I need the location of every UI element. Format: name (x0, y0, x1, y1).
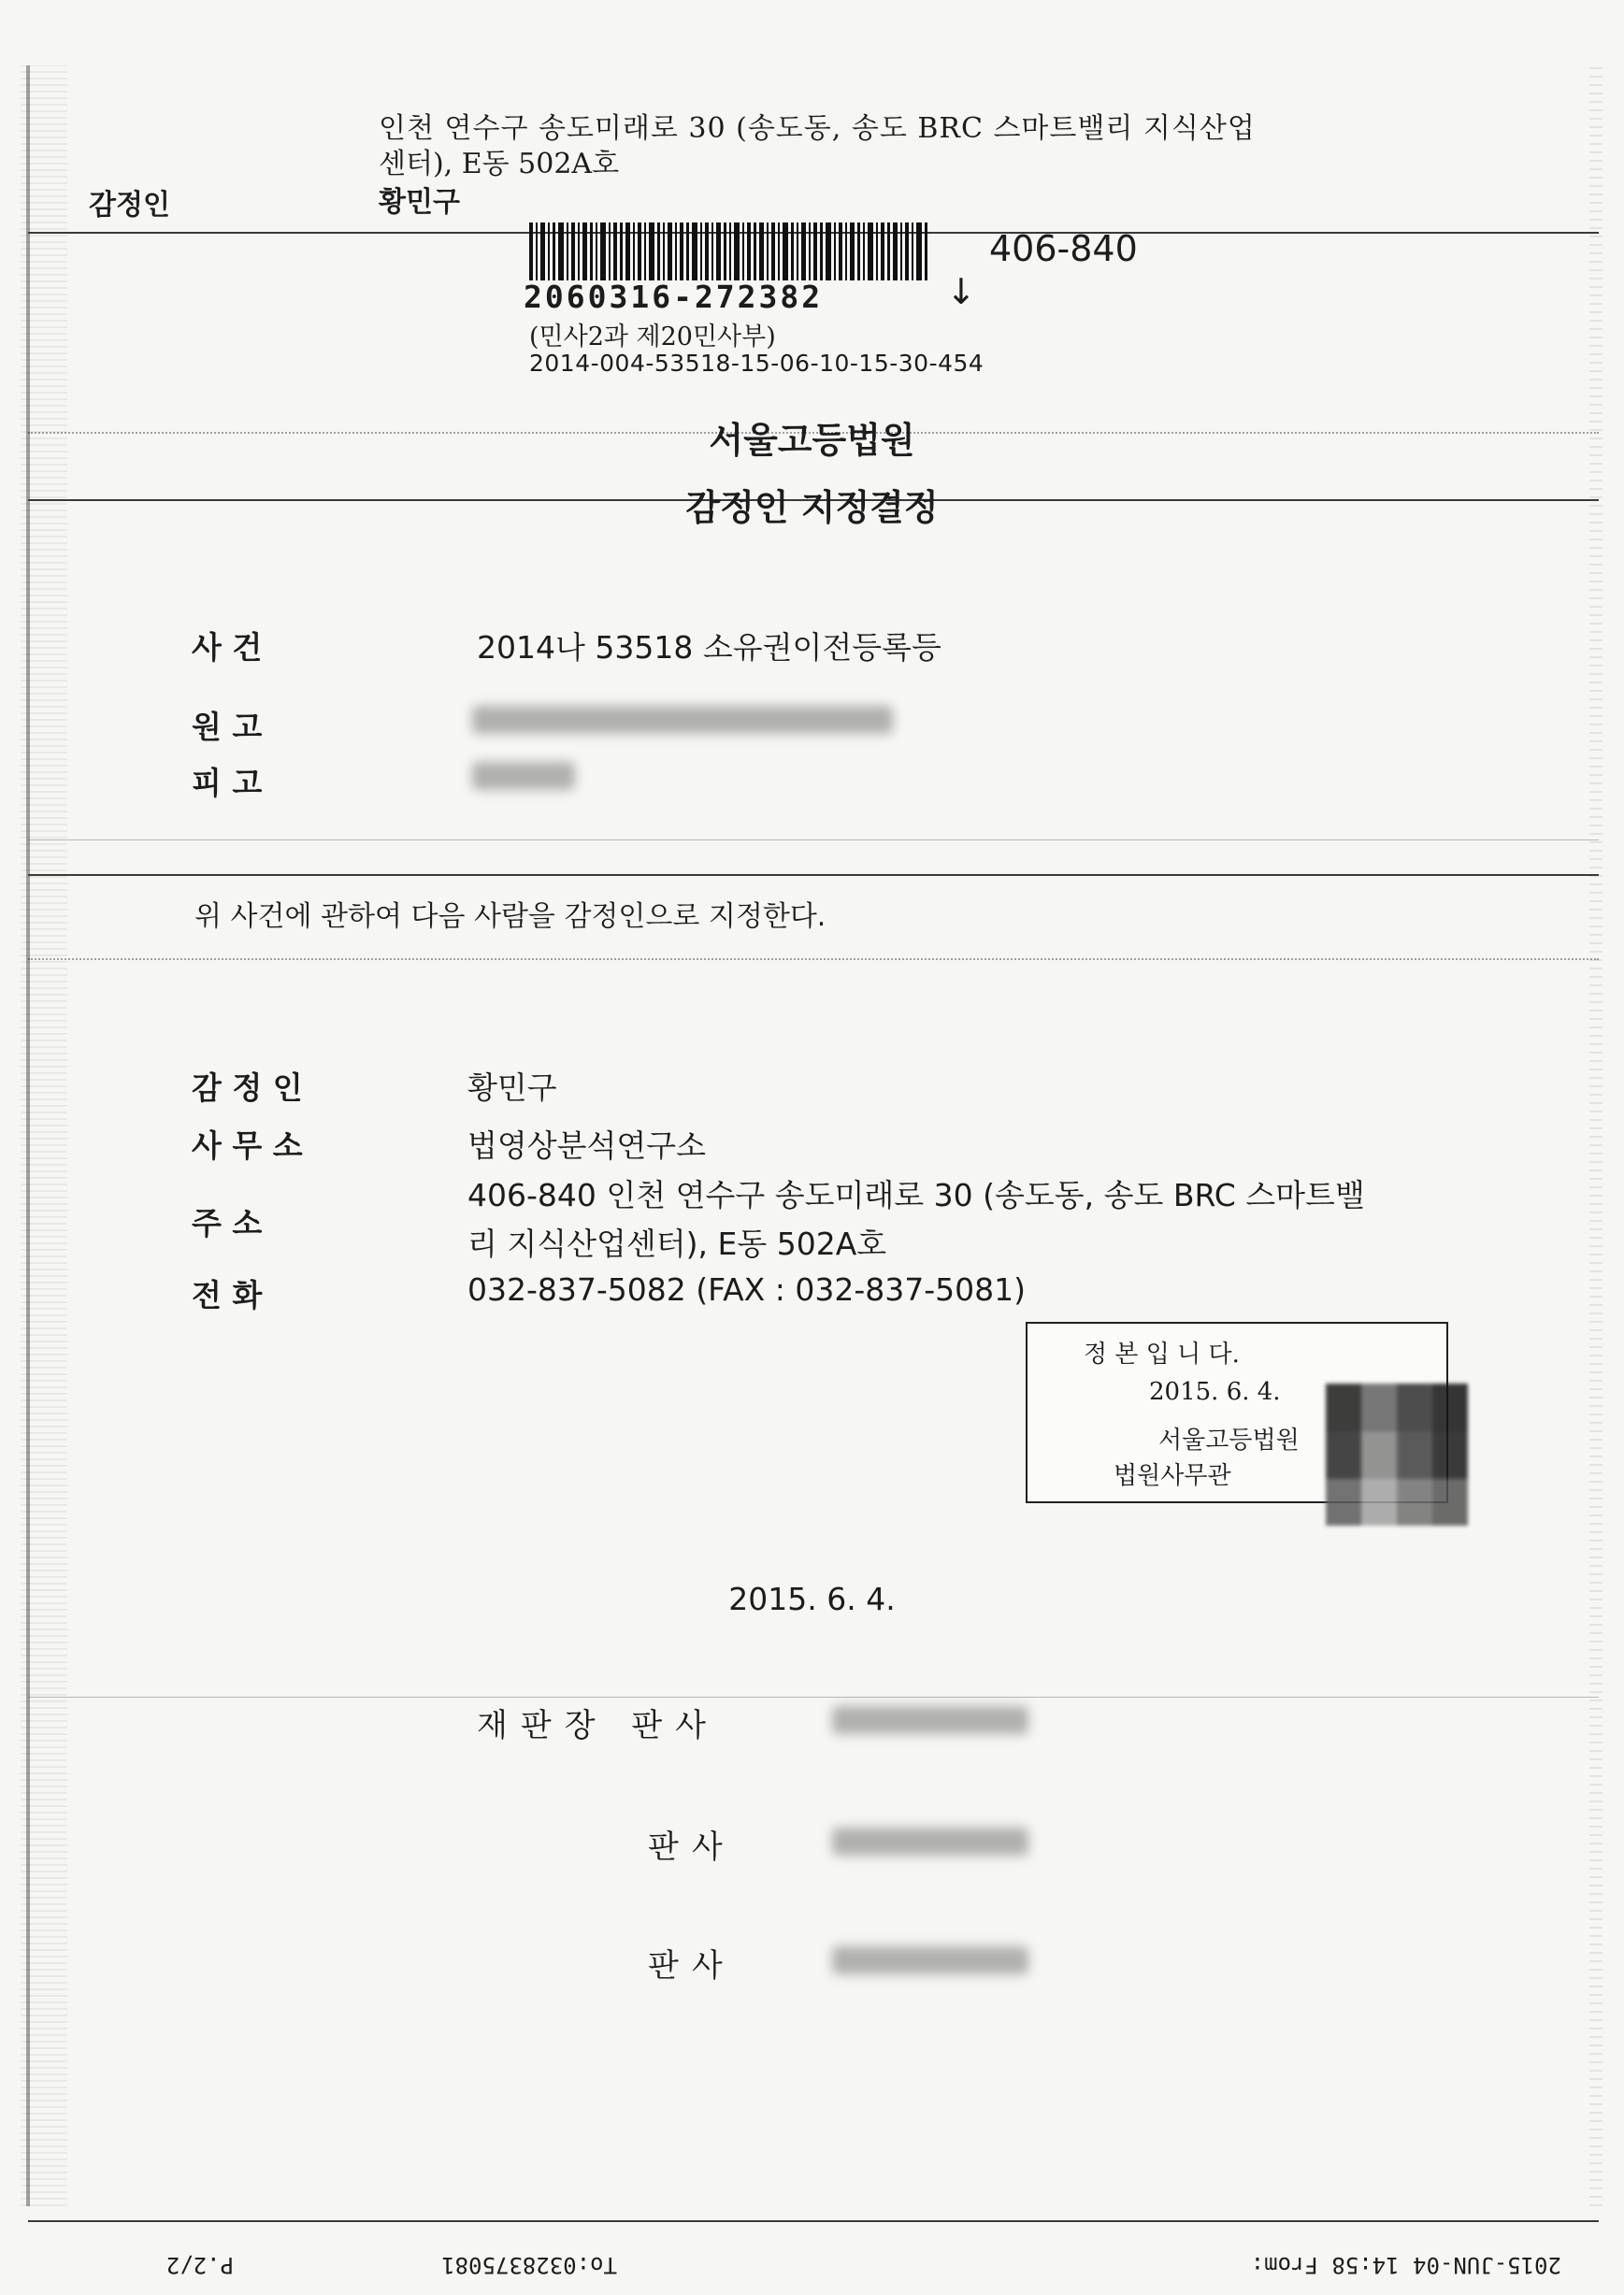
redacted-judge-1 (832, 1706, 1028, 1734)
court-name: 서울고등법원 (709, 420, 915, 461)
document-title: 감정인 지정결정 (685, 487, 939, 528)
address-line2: 리 지식산업센터), E동 502A호 (467, 1226, 887, 1262)
divider (28, 958, 1599, 960)
fax-footer (140, 2246, 1561, 2284)
divider (28, 2220, 1599, 2222)
barcode-number: 2060316-272382 (524, 279, 824, 315)
phone-label: 전 화 (192, 1277, 263, 1313)
scan-right-noise (1589, 65, 1602, 2206)
barcode (529, 222, 931, 280)
address-label: 주 소 (192, 1205, 263, 1241)
divider (28, 1697, 1599, 1698)
judge-3-label: 판사 (648, 1947, 736, 1985)
divider (28, 874, 1599, 876)
certified-copy-date: 2015. 6. 4. (1149, 1378, 1281, 1406)
header-address-line2: 센터), E동 502A호 (379, 148, 620, 180)
document-number: 2014-004-53518-15-06-10-15-30-454 (529, 350, 984, 377)
office-label: 사 무 소 (192, 1127, 303, 1164)
phone-value: 032-837-5082 (FAX : 032-837-5081) (467, 1271, 1027, 1308)
fax-page: P.2/2 (165, 2252, 234, 2278)
redacted-judge-3 (832, 1946, 1028, 1974)
redacted-defendant (472, 762, 575, 790)
case-value: 2014나 53518 소유권이전등록등 (477, 629, 941, 666)
department: (민사2과 제20민사부) (529, 323, 776, 351)
office-value: 법영상분석연구소 (467, 1127, 707, 1164)
fax-timestamp: 2015-JUN-04 14:58 From: (1250, 2252, 1561, 2278)
header-role-label: 감정인 (89, 189, 170, 222)
case-label: 사 건 (192, 629, 263, 666)
fax-to: To:0328375081 (441, 2252, 617, 2278)
decision-date: 2015. 6. 4. (728, 1581, 896, 1617)
appraiser-name: 황민구 (467, 1069, 557, 1106)
redacted-judge-2 (832, 1828, 1028, 1856)
divider (28, 839, 1599, 840)
appraiser-name-label: 감 정 인 (192, 1069, 303, 1106)
presiding-judge-label: 재판장 판사 (477, 1707, 720, 1744)
header-name: 황민구 (379, 186, 460, 219)
scan-edge-line (26, 65, 30, 2206)
certified-copy-text: 정 본 입 니 다. (1084, 1341, 1240, 1369)
seal-icon (1326, 1384, 1468, 1526)
certified-copy-court: 서울고등법원 (1158, 1427, 1300, 1455)
decision-statement: 위 사건에 관하여 다음 사람을 감정인으로 지정한다. (194, 900, 826, 933)
postal-code: 406-840 (989, 228, 1138, 269)
judge-2-label: 판사 (648, 1829, 736, 1866)
defendant-label: 피 고 (192, 765, 263, 801)
plaintiff-label: 원 고 (192, 709, 263, 745)
down-arrow-icon: ↓ (946, 271, 976, 312)
address-line1: 406-840 인천 연수구 송도미래로 30 (송도동, 송도 BRC 스마트밸 (467, 1177, 1365, 1213)
header-address-line1: 인천 연수구 송도미래로 30 (송도동, 송도 BRC 스마트밸리 지식산업 (379, 112, 1256, 145)
redacted-plaintiff (472, 706, 893, 734)
certified-copy-officer: 법원사무관 (1114, 1462, 1231, 1490)
